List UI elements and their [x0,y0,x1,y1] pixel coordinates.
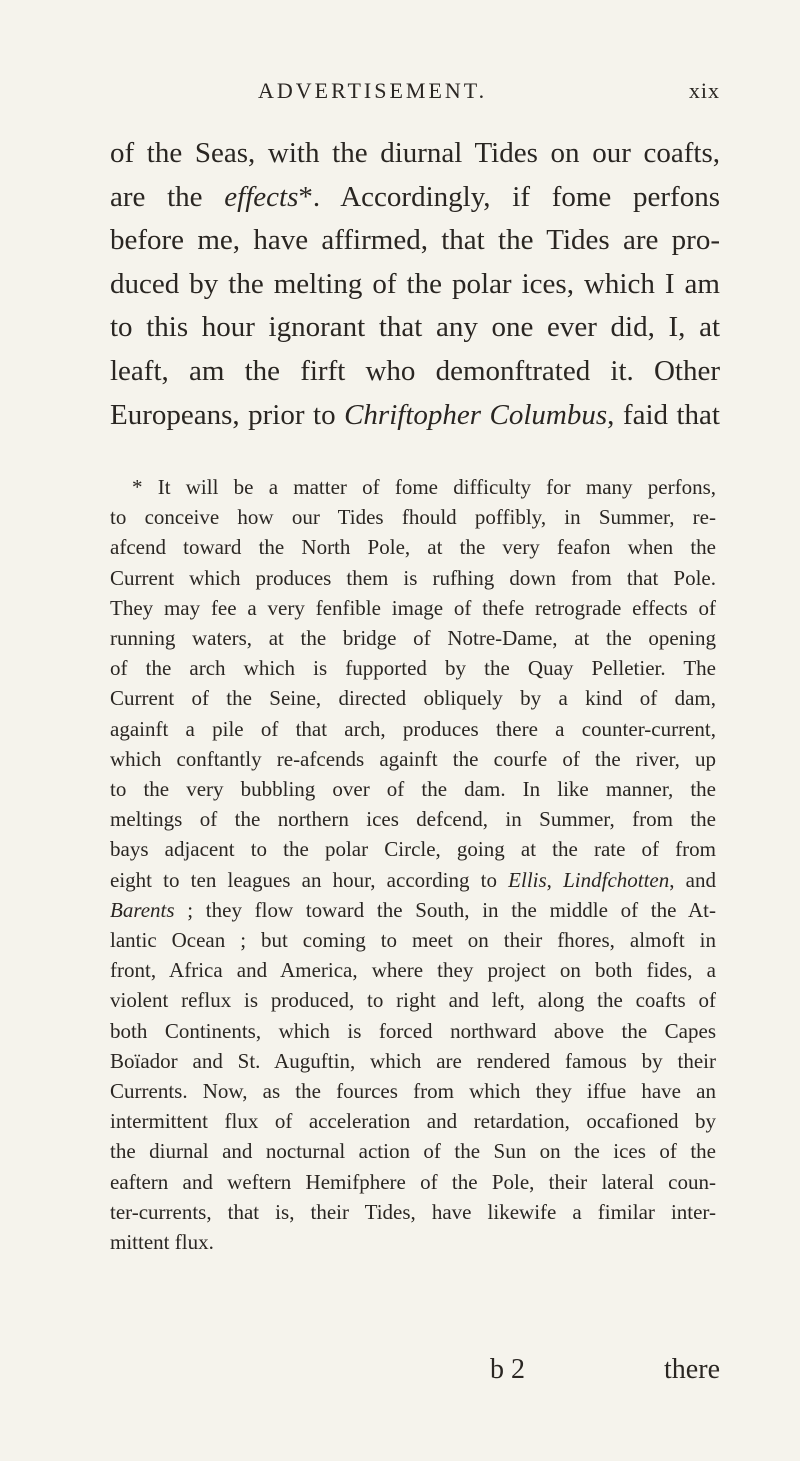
italic-run: Lindfchotten [563,867,670,892]
footnote-line [110,714,716,744]
text-run: violent reflux is produced, to right and left, along the coafts of [110,988,716,1013]
footnote-line [110,955,716,985]
footnote-line [110,895,716,925]
page-number: xix [688,78,720,103]
text-run: eaftern and weftern Hemifphere of the Pole, their lateral coun- [110,1169,716,1194]
footnote-line [110,1197,716,1227]
text-line [110,306,720,350]
text-run: Currents. Now, as the fources from which they iffue have an [110,1079,716,1104]
header-title: ADVERTISEMENT. [258,78,488,103]
footnote-line [110,774,716,804]
footnote-line [110,744,716,774]
text-run: Current which produces them is rufhing down from that Pole. [110,565,716,590]
text-run: afcend toward the North Pole, at the very feafon when the [110,535,716,560]
italic-run: Chriftopher Columbus [344,398,608,431]
text-run: front, Africa and America, where they project on both fides, a [110,958,716,983]
footnote-line [110,593,716,623]
text-run: , faid that [607,398,720,431]
text-run: bays adjacent to the polar Circle, going at the rate of from [110,837,716,862]
footnote-line [110,1076,716,1106]
text-run: the diurnal and nocturnal action of the Sun on the ices of the [110,1139,716,1164]
footnote-line [110,985,716,1015]
text-line [110,263,720,307]
text-run: ; they flow toward the South, in the middle of the At- [174,897,716,922]
italic-run: effects [224,180,299,213]
text-run: before me, have affirmed, that the Tides are pro- [110,224,720,257]
text-run: Boïador and St. Auguftin, which are rendered famous by their [110,1048,716,1073]
footnote-line [110,1046,716,1076]
text-line [110,219,720,263]
text-run: are the [110,180,225,213]
footnote-line [110,683,716,713]
text-run: meltings of the northern ices defcend, in Summer, from the [110,807,716,832]
text-run: to conceive how our Tides fhould poffibly, in Summer, re- [110,505,716,530]
text-run: mittent flux. [110,1230,214,1255]
text-line [110,132,720,176]
signature-mark: b 2 [490,1354,525,1385]
text-run: to this hour ignorant that any one ever did, I, at [110,311,720,344]
footnote-line [110,653,716,683]
page-footer [110,1354,720,1394]
text-run: , and [669,867,717,892]
footnote-line [110,532,716,562]
text-run: of the arch which is fupported by the Quay Pelletier. The [110,656,716,681]
footnote-line [110,804,716,834]
italic-run: Ellis [508,867,547,892]
text-run: ter-currents, that is, their Tides, have likewife a fimilar inter- [110,1199,716,1224]
footnote-line [110,1106,716,1136]
footnote-line [110,834,716,864]
catchword: there [664,1354,720,1385]
footnote-line [110,563,716,593]
text-run: both Continents, which is forced northward above the Capes [110,1018,716,1043]
text-run: , [546,867,564,892]
footnote-line [110,1227,716,1257]
text-run: to the very bubbling over of the dam. In like manner, the [110,777,716,802]
text-run: intermittent flux of acceleration and retardation, occafioned by [110,1109,716,1134]
footnote-line [110,623,716,653]
text-line [110,350,720,394]
running-header [110,78,720,118]
footnote-line [110,1016,716,1046]
text-run: againft a pile of that arch, produces there a counter-current, [110,716,716,741]
text-run: duced by the melting of the polar ices, which I am [110,267,720,300]
footnote-line [110,1136,716,1166]
footnote-line [110,472,716,502]
text-run: running waters, at the bridge of Notre-Dame, at the opening [110,626,716,651]
text-line [110,176,720,220]
text-run: Current of the Seine, directed obliquely by a kind of dam, [110,686,716,711]
text-line [110,394,720,438]
footnote-line [110,502,716,532]
text-run: They may fee a very fenfible image of thefe retrograde effects of [110,595,716,620]
text-run: leaft, am the firft who demonftrated it. Other [110,354,720,387]
footnote-line [110,1167,716,1197]
text-run: lantic Ocean ; but coming to meet on their fhores, almoft in [110,928,716,953]
footnote-line [110,925,716,955]
text-run: eight to ten leagues an hour, according to [110,867,509,892]
text-run: *. Accordingly, if fome perfons [298,180,720,213]
italic-run: Barents [110,897,175,922]
main-text [110,132,720,437]
text-run: Europeans, prior to [110,398,345,431]
footnote [110,472,716,1257]
text-run: which conftantly re-afcends againft the courfe of the river, up [110,746,716,771]
footnote-line [110,865,716,895]
text-run: of the Seas, with the diurnal Tides on our coafts, [110,137,720,169]
text-run: * It will be a matter of fome difficulty for many perfons, [132,475,716,499]
